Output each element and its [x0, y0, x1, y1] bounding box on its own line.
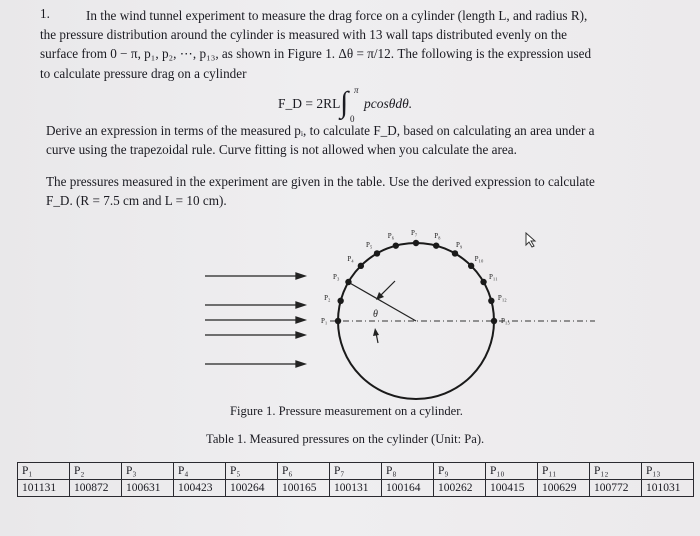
table-value-cell: 100872 [70, 480, 122, 497]
table-header-cell: P₁₀ [486, 463, 538, 480]
table-value-cell: 100262 [434, 480, 486, 497]
table-caption: Table 1. Measured pressures on the cylinder (Unit: Pa). [206, 432, 485, 446]
table-header-cell: P₂ [70, 463, 122, 480]
tap-label: P₉ [456, 240, 463, 249]
flow-arrows [205, 273, 305, 367]
table-header-cell: P₈ [382, 463, 434, 480]
table-header-cell: P₆ [278, 463, 330, 480]
derive-text-line-1: Derive an expression in terms of the measured pᵢ, to calculate F_D, based on calculating an area under a [46, 123, 595, 138]
table-value-cell: 100131 [330, 480, 382, 497]
tap-point [491, 318, 497, 324]
tap-point [335, 318, 341, 324]
table-header-cell: P₉ [434, 463, 486, 480]
tap-label: P₁₂ [497, 294, 507, 303]
tap-label: P₂ [324, 294, 331, 303]
tap-label: P₁₁ [488, 273, 498, 281]
tap-points [321, 229, 510, 325]
tap-label: P₄ [347, 254, 354, 263]
table-value-cell: 100772 [590, 480, 642, 497]
derive-text-line-2: curve using the trapezoidal rule. Curve fitting is not allowed when you calculate the area. [46, 142, 517, 157]
table-header-cell: P₁₁ [538, 463, 590, 480]
figure-caption: Figure 1. Pressure measurement on a cylinder. [230, 404, 463, 418]
tap-label: P₇ [411, 229, 418, 237]
tap-point [358, 263, 364, 269]
problem-text-line-1: In the wind tunnel experiment to measure the drag force on a cylinder (length L, and radius R), [86, 8, 588, 23]
tap-point [488, 298, 494, 304]
problem-text-line-3: surface from 0 − π, p₁, p₂, ⋯, p₁₃, as shown in Figure 1. Δθ = π/12. The following is the expression used [40, 46, 592, 61]
tap-label: P₈ [434, 231, 441, 240]
table-value-row [18, 480, 694, 497]
table-header-cell: P₁ [18, 463, 70, 480]
table-value-cell: 101131 [18, 480, 70, 497]
tap-label: P₅ [366, 240, 373, 249]
tap-label: P₁₀ [474, 254, 484, 263]
formula-integrand: pcosθdθ. [364, 96, 413, 111]
table-header-cell: P₇ [330, 463, 382, 480]
tap-point [345, 279, 351, 285]
radius-line [348, 282, 416, 321]
tap-point [393, 242, 399, 248]
table-header-row [18, 463, 694, 480]
formula-upper-limit: π [354, 85, 359, 95]
table-header-cell: P₄ [174, 463, 226, 480]
angle-arrow-icon [373, 328, 379, 336]
problem-text-line-4: to calculate pressure drag on a cylinder [40, 66, 247, 81]
table-value-cell: 100415 [486, 480, 538, 497]
pressure-table [17, 462, 694, 497]
pressures-text-line-2: F_D. (R = 7.5 cm and L = 10 cm). [46, 193, 227, 208]
table-value-cell: 101031 [642, 480, 694, 497]
table-value-cell: 100164 [382, 480, 434, 497]
tap-label: P₁₃ [501, 317, 510, 325]
table-header-cell: P₃ [122, 463, 174, 480]
table-value-cell: 100629 [538, 480, 590, 497]
tap-point [468, 263, 474, 269]
tap-label: P₃ [333, 273, 340, 281]
table-header-cell: P₅ [226, 463, 278, 480]
table-value-cell: 100631 [122, 480, 174, 497]
table-value-cell: 100264 [226, 480, 278, 497]
problem-number: 1. [40, 6, 50, 21]
problem-text-line-2: the pressure distribution around the cylinder is measured with 13 wall taps distributed evenly on the [40, 27, 568, 42]
formula-lower-limit: 0 [350, 114, 355, 124]
tap-point [337, 298, 343, 304]
tap-point [433, 242, 439, 248]
tap-point [452, 250, 458, 256]
integral-sign-icon: ∫ [340, 86, 349, 119]
mouse-cursor-icon [524, 232, 538, 253]
tap-point [374, 250, 380, 256]
formula-lhs: F_D = 2RL [278, 96, 341, 111]
cylinder-figure [195, 222, 605, 402]
tap-label: P₁ [321, 317, 328, 325]
tap-label: P₆ [387, 231, 395, 240]
table-value-cell: 100423 [174, 480, 226, 497]
tap-point [413, 240, 419, 246]
table-value-cell: 100165 [278, 480, 330, 497]
tap-point [480, 279, 486, 285]
table-header-cell: P₁₃ [642, 463, 694, 480]
pressures-text-line-1: The pressures measured in the experiment are given in the table. Use the derived expression to calculate [46, 174, 595, 189]
theta-label: θ [373, 309, 378, 320]
table-header-cell: P₁₂ [590, 463, 642, 480]
